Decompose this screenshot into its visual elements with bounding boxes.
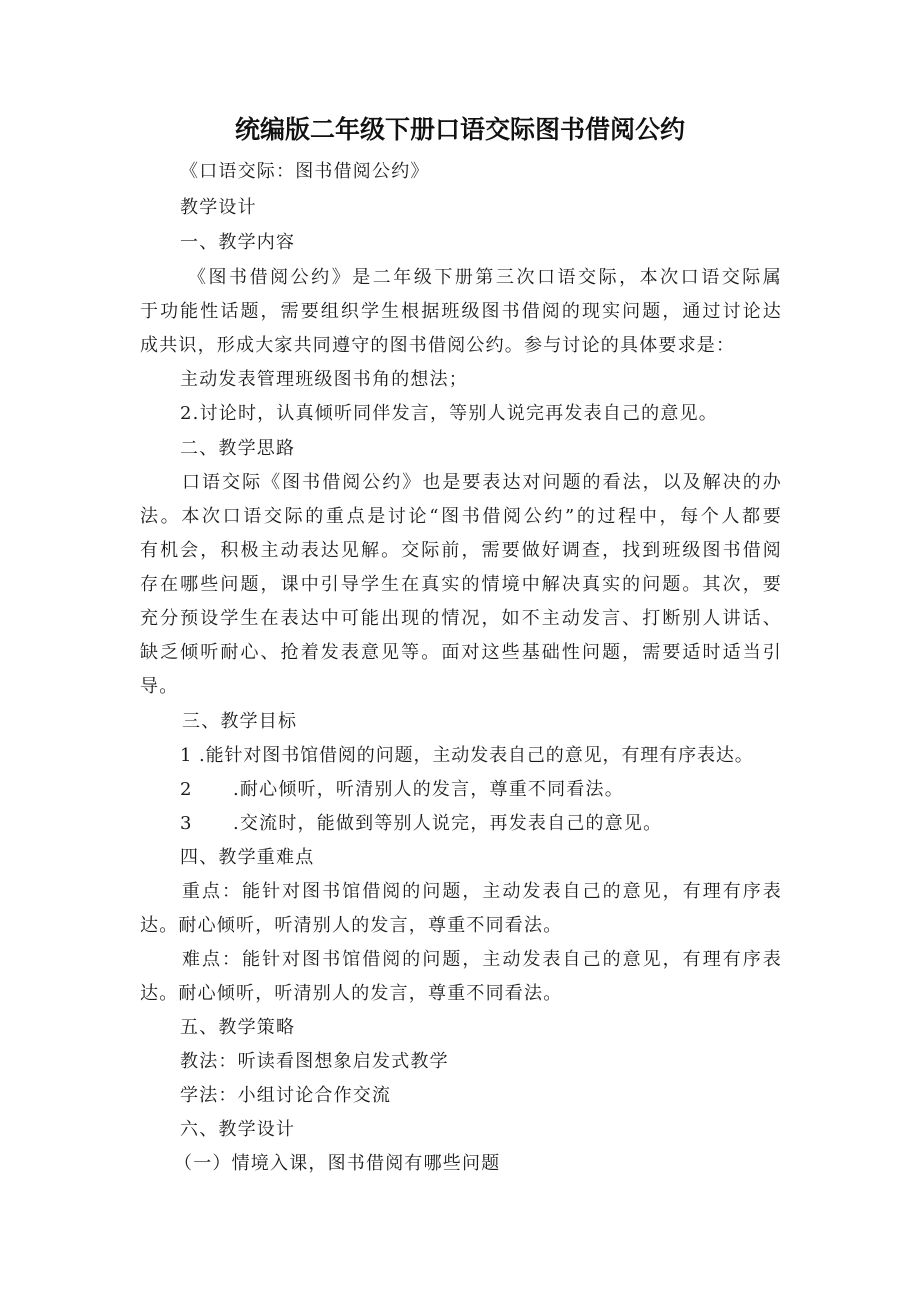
- goal-item: .交流时，能做到等别人说完，再发表自己的意见。: [233, 813, 663, 834]
- subtitle-line: 《口语交际：图书借阅公约》: [180, 161, 430, 182]
- paragraph-line: 《图书借阅公约》是二年级下册第三次口语交际，本次口语交际属: [188, 267, 782, 288]
- paragraph-line: 存在哪些问题，课中引导学生在真实的情境中解决真实的问题。其次，要: [140, 574, 782, 595]
- goal-number: 2: [180, 779, 193, 800]
- section-heading: 一、教学内容: [180, 232, 296, 253]
- paragraph-line: 导。: [140, 676, 179, 697]
- paragraph-line: 缺乏倾听耐心、抢着发表意见等。面对这些基础性问题，需要适时适当引: [140, 642, 782, 663]
- paragraph-line: 重点：能针对图书馆借阅的问题，主动发表自己的意见，有理有序表: [182, 881, 782, 902]
- goal-number: 3: [180, 813, 193, 834]
- paragraph-line: 有机会，积极主动表达见解。交际前，需要做好调查，找到班级图书借阅: [140, 540, 782, 561]
- strategy-line: 教法：听读看图想象启发式教学: [180, 1051, 449, 1072]
- section-heading: 三、教学目标: [182, 711, 298, 732]
- paragraph-line: 达。耐心倾听，听清别人的发言，尊重不同看法。: [140, 915, 563, 936]
- section-heading: 四、教学重难点: [180, 847, 315, 868]
- list-item: 主动发表管理班级图书角的想法；: [180, 369, 468, 390]
- list-item: 2.讨论时，认真倾听同伴发言，等别人说完再发表自己的意见。: [180, 403, 718, 424]
- paragraph-line: 法。本次口语交际的重点是讨论“图书借阅公约”的过程中，每个人都要: [140, 506, 782, 527]
- strategy-line: 学法：小组讨论合作交流: [180, 1085, 392, 1106]
- paragraph-line: 成共识，形成大家共同遵守的图书借阅公约。参与讨论的具体要求是：: [140, 335, 736, 356]
- document-title: 统编版二年级下册口语交际图书借阅公约: [234, 115, 685, 144]
- paragraph-line: 充分预设学生在表达中可能出现的情况，如不主动发言、打断别人讲话、: [140, 608, 782, 629]
- subsection-heading: （一）情境入课，图书借阅有哪些问题: [174, 1153, 501, 1174]
- goal-item: 1 .能针对图书馆借阅的问题，主动发表自己的意见，有理有序表达。: [180, 745, 754, 766]
- section-label: 教学设计: [180, 197, 257, 218]
- section-heading: 六、教学设计: [180, 1119, 296, 1140]
- section-heading: 五、教学策略: [180, 1017, 296, 1038]
- goal-item: .耐心倾听，听清别人的发言，尊重不同看法。: [233, 779, 624, 800]
- paragraph-line: 于功能性话题，需要组织学生根据班级图书借阅的现实问题，通过讨论达: [140, 301, 782, 322]
- paragraph-line: 口语交际《图书借阅公约》也是要表达对问题的看法，以及解决的办: [182, 472, 782, 493]
- paragraph-line: 达。耐心倾听，听清别人的发言，尊重不同看法。: [140, 983, 563, 1004]
- section-heading: 二、教学思路: [180, 438, 296, 459]
- paragraph-line: 难点：能针对图书馆借阅的问题，主动发表自己的意见，有理有序表: [182, 949, 782, 970]
